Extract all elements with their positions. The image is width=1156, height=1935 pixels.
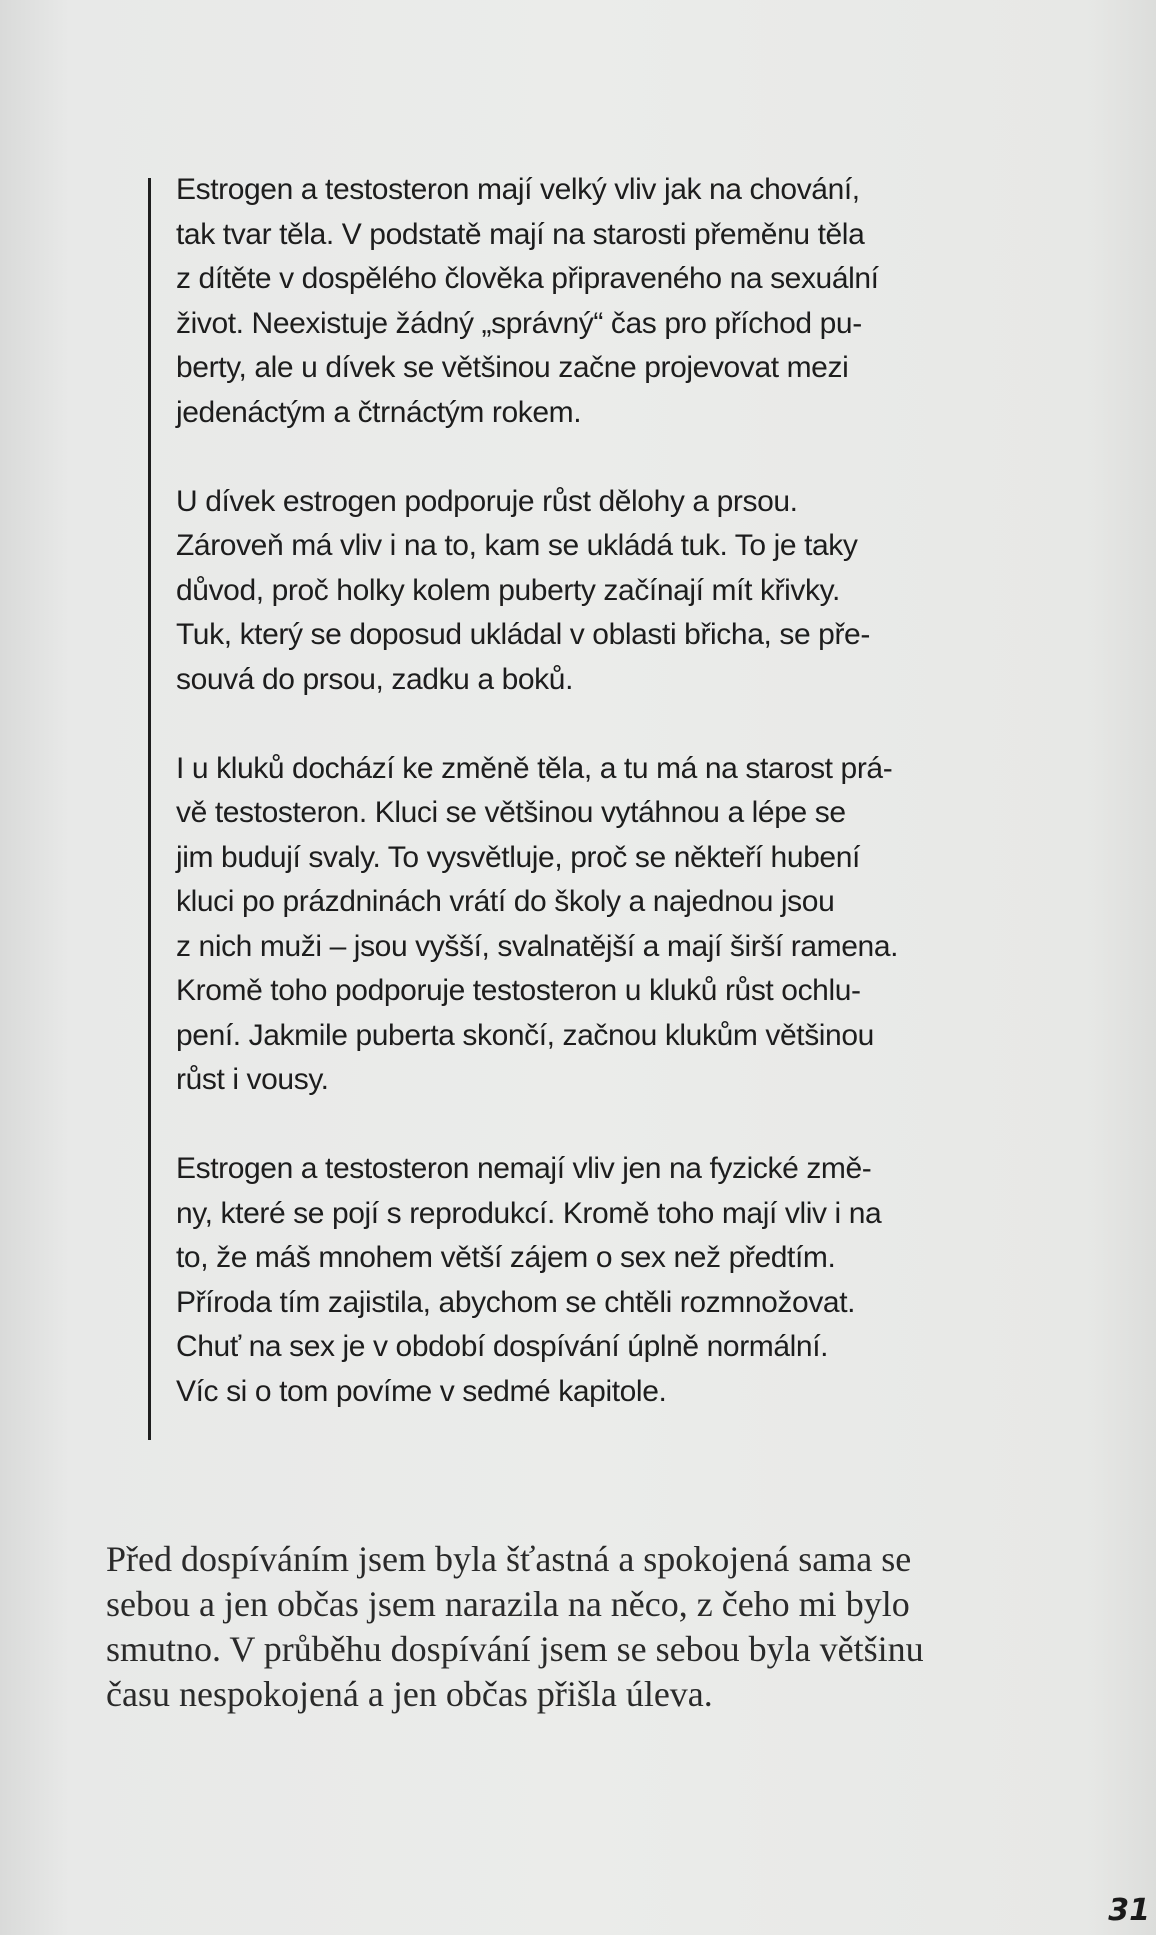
page-number: 31 xyxy=(1108,1893,1150,1928)
sidebar-text-block xyxy=(176,168,962,1414)
sidebar-paragraph-3: I u kluků dochází ke změně těla, a tu má na starost prá- vě testosteron. Kluci se většinou vytáhnou a lépe se jim budují svaly. To vysvětluje, proč se někteří hubení kluci po prázdninách vrátí do školy a najednou jsou z nich muži – jsou vyšší, svalnatější a mají širší ramena. Kromě toho podporuje testosteron u kluků růst ochlu- pení. Jakmile puberta skončí, začnou klukům většinou růst i vousy. xyxy=(176,751,899,1096)
sidebar-paragraph-1: Estrogen a testosteron mají velký vliv jak na chování, tak tvar těla. V podstatě mají na starosti přeměnu těla z dítěte v dospělého člověka připraveného na sexuální život. Neexistuje žádný „správný“ čas pro příchod pu- berty, ale u dívek se většinou začne projevovat mezi jedenáctým a čtrnáctým rokem. xyxy=(176,173,879,429)
sidebar-paragraph-4: Estrogen a testosteron nemají vliv jen na fyzické změ- ny, které se pojí s reprodukcí. Kromě toho mají vliv i na to, že máš mnohem větší zájem o sex než předtím. Příroda tím zajistila, abychom se chtěli rozmnožovat. Chuť na sex je v období dospívání úplně normální. Víc si o tom povíme v sedmé kapitole. xyxy=(176,1152,882,1408)
sidebar-paragraph-2: U dívek estrogen podporuje růst dělohy a prsou. Zároveň má vliv i na to, kam se ukládá tuk. To je taky důvod, proč holky kolem puberty začínají mít křivky. Tuk, který se doposud ukládal v oblasti břicha, se pře- souvá do prsou, zadku a boků. xyxy=(176,484,870,696)
testimonial-quote: Před dospíváním jsem byla šťastná a spokojená sama se sebou a jen občas jsem narazila na něco, z čeho mi bylo smutno. V průběhu dospívání jsem se sebou byla většinu času nespokojená a jen občas přišla úleva. xyxy=(106,1539,924,1714)
